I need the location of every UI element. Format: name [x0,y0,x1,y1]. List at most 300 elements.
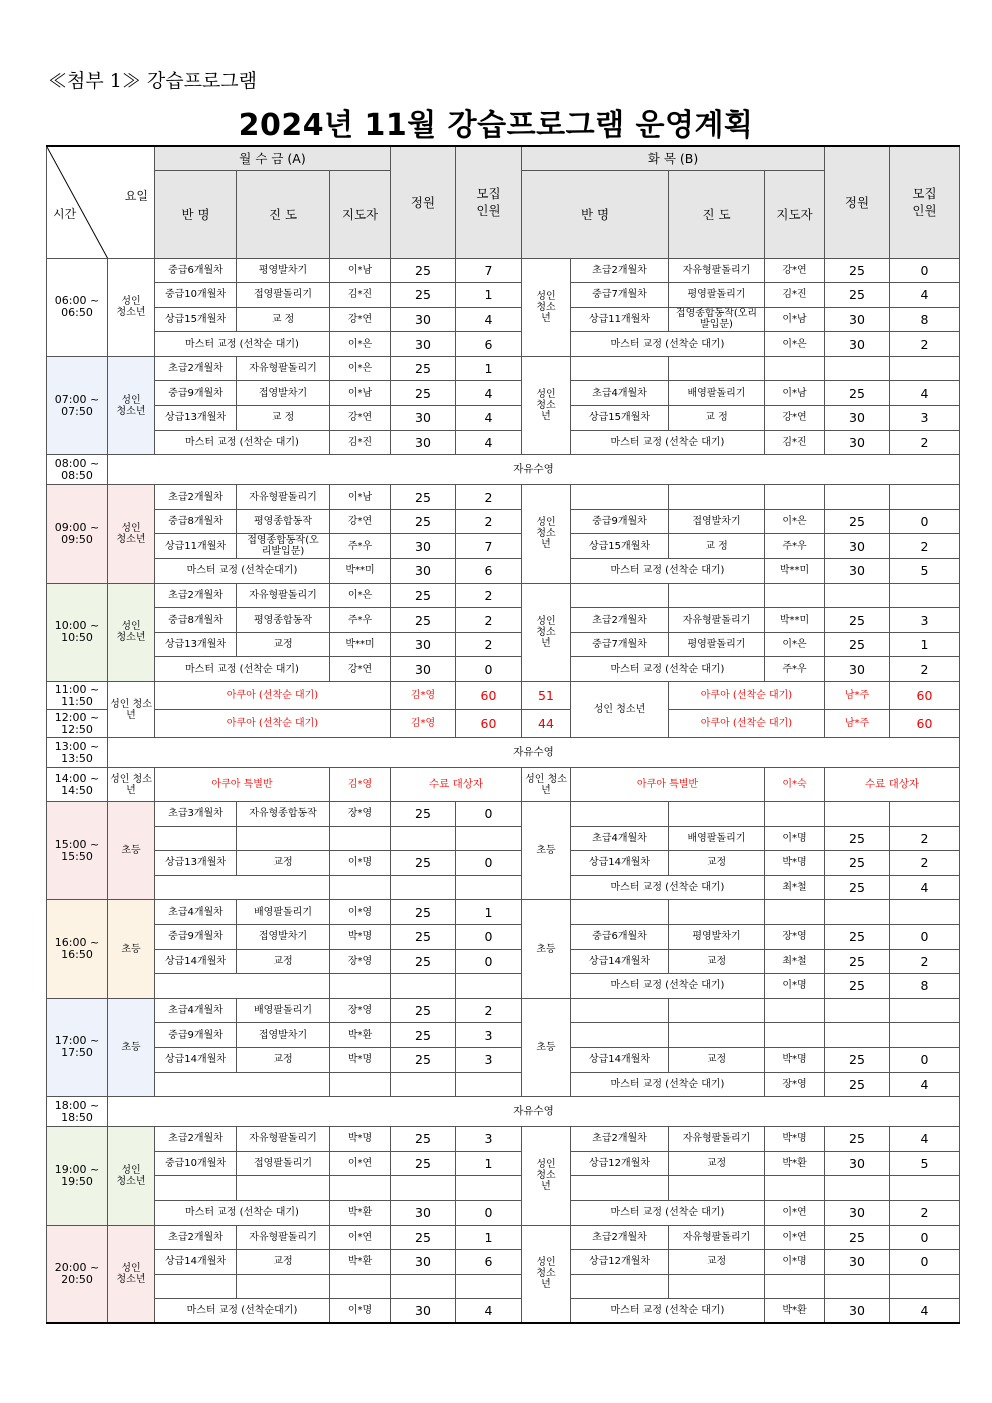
class-row [47,998,960,1023]
capacity-a [391,826,456,851]
class-a [155,826,237,851]
recruit-a: 1 [456,1225,522,1250]
instructor-a: 주*우 [330,534,391,559]
capacity-a: 25 [391,998,456,1023]
schedule-body [47,258,960,1323]
instructor-b: 이*은 [765,332,825,357]
capacity-b: 30 [825,559,890,584]
instructor-a [330,875,391,900]
master-class-b: 마스터 교정 (선착순 대기) [571,430,765,455]
recruit-b [890,998,960,1023]
class-row [47,608,960,633]
attachment-label: ≪첨부 1≫ 강습프로그램 [48,70,257,92]
instructor-a: 김*영 [330,768,391,802]
instructor-b: 장*영 [765,1072,825,1097]
progress-a [237,1176,330,1201]
instructor-a: 강*연 [330,509,391,534]
aqua-class-b: 아쿠아 (선착순 대기) [669,710,825,738]
class-a [155,1274,237,1299]
instructor-b: 박*명 [765,1047,825,1072]
progress-b: 접영종합동작(오리발입문) [669,307,765,332]
class-row [47,258,960,283]
capacity-a: 25 [391,1225,456,1250]
recruit-b: 4 [890,1127,960,1152]
special-class-b: 아쿠아 특별반 [571,768,765,802]
progress-b: 교정 [669,1047,765,1072]
target-b: 성인 청소년 [522,1225,571,1323]
class-b: 초급4개월차 [571,826,669,851]
class-row [47,1072,960,1097]
target-a: 성인 청소년 [108,356,155,454]
class-a: 상급14개월차 [155,1250,237,1275]
progress-a: 자유형팔돌리기 [237,583,330,608]
capacity-a: 25 [391,381,456,406]
recruit-b: 4 [890,1299,960,1324]
recruit-b: 2 [890,826,960,851]
instructor-a: 주*우 [330,608,391,633]
class-row [47,430,960,455]
master-class-a [155,1072,330,1097]
recruit-a: 1 [456,283,522,308]
progress-a: 평영종합동작 [237,608,330,633]
target-b: 초등 [522,998,571,1096]
capacity-b: 25 [825,851,890,876]
capacity-a [391,1176,456,1201]
master-class-a: 마스터 교정 (선착순 대기) [155,1200,330,1225]
capacity-b: 25 [825,632,890,657]
capacity-a: 25 [391,1047,456,1072]
instructor-b: 이*명 [765,826,825,851]
progress-b [669,900,765,925]
class-row [47,1200,960,1225]
instructor-a: 박*명 [330,1047,391,1072]
instructor-b: 이*명 [765,1250,825,1275]
capacity-b: 30 [825,1200,890,1225]
instructor-a: 박*명 [330,924,391,949]
class-row [47,657,960,682]
capacity-b: 25 [825,1047,890,1072]
class-a: 상급15개월차 [155,307,237,332]
time-slot: 18:00 ~ 18:50 [47,1097,108,1127]
recruit-a: 7 [456,258,522,283]
time-slot: 11:00 ~ 11:50 [47,682,108,710]
capacity-a [391,875,456,900]
time-slot: 17:00 ~ 17:50 [47,998,108,1096]
recruit-a: 0 [456,1200,522,1225]
instructor-a: 김*영 [391,710,456,738]
progress-b: 교정 [669,1250,765,1275]
aqua-class-b: 아쿠아 (선착순 대기) [669,682,825,710]
header-recruit-a-text: 모집인원 [476,186,501,219]
class-b [571,998,669,1023]
progress-b: 자유형팔돌리기 [669,258,765,283]
target-a: 성인 청소년 [108,583,155,681]
progress-b [669,1176,765,1201]
recruit-a: 4 [456,381,522,406]
recruit-b: 2 [890,657,960,682]
progress-a: 접영발차기 [237,1023,330,1048]
recruit-b [890,1023,960,1048]
free-swim-row [47,455,960,485]
class-a: 중급10개월차 [155,1151,237,1176]
recruit-a: 44 [522,710,571,738]
header-progress-a: 진 도 [237,170,330,258]
capacity-a: 25 [391,356,456,381]
recruit-b: 2 [890,1200,960,1225]
instructor-a: 이*은 [330,583,391,608]
capacity-a [391,974,456,999]
instructor-a: 강*연 [330,406,391,431]
progress-b: 자유형팔돌리기 [669,1127,765,1152]
class-a [155,1176,237,1201]
class-a: 초급4개월차 [155,900,237,925]
class-b: 상급15개월차 [571,534,669,559]
recruit-b: 0 [890,1225,960,1250]
class-row [47,534,960,559]
recruit-a [456,1176,522,1201]
target-b: 성인 청소년 [522,258,571,356]
capacity-a: 25 [391,1127,456,1152]
recruit-a: 2 [456,608,522,633]
time-slot: 16:00 ~ 16:50 [47,900,108,998]
instructor-b: 이*숙 [765,768,825,802]
recruit-a: 4 [456,1299,522,1324]
header-day: 요일 [124,189,148,203]
class-b: 초급2개월차 [571,608,669,633]
class-a: 초급2개월차 [155,1225,237,1250]
instructor-b: 최*철 [765,949,825,974]
instructor-a: 이*남 [330,485,391,510]
capacity-a [391,1274,456,1299]
recruit-b: 8 [890,974,960,999]
time-slot: 10:00 ~ 10:50 [47,583,108,681]
class-a: 초급2개월차 [155,356,237,381]
instructor-a: 장*영 [330,802,391,827]
progress-a: 자유형팔돌리기 [237,356,330,381]
class-row [47,307,960,332]
capacity-b: 30 [825,406,890,431]
capacity-a: 60 [456,710,522,738]
capacity-a: 25 [391,900,456,925]
target-b: 성인 청소년 [522,768,571,802]
recruit-a: 2 [456,509,522,534]
progress-a: 교정 [237,949,330,974]
header-time: 시간 [53,207,77,221]
class-b: 초급4개월차 [571,381,669,406]
class-a: 초급2개월차 [155,583,237,608]
capacity-b: 25 [825,258,890,283]
capacity-b: 25 [825,608,890,633]
recruit-a: 3 [456,1047,522,1072]
master-class-b: 마스터 교정 (선착순 대기) [571,559,765,584]
instructor-b: 이*연 [765,1225,825,1250]
master-class-b: 마스터 교정 (선착순 대기) [571,332,765,357]
free-swim-label: 자유수영 [108,738,960,768]
class-b [571,485,669,510]
master-class-a [155,974,330,999]
class-b: 상급14개월차 [571,851,669,876]
class-a: 초급3개월차 [155,802,237,827]
progress-a [237,826,330,851]
capacity-b: 25 [825,1225,890,1250]
recruit-a: 51 [522,682,571,710]
header-capacity-b: 정원 [825,146,890,258]
recruit-b [890,485,960,510]
instructor-b: 김*진 [765,283,825,308]
master-class-b: 마스터 교정 (선착순 대기) [571,974,765,999]
master-class-a: 마스터 교정 (선착순 대기) [155,657,330,682]
recruit-a: 2 [456,583,522,608]
time-slot: 07:00 ~ 07:50 [47,356,108,454]
instructor-a: 이*명 [330,1299,391,1324]
capacity-a: 30 [391,534,456,559]
instructor-b: 이*은 [765,632,825,657]
progress-a: 평영종합동작 [237,509,330,534]
class-row [47,1250,960,1275]
recruit-b: 2 [890,949,960,974]
master-class-b: 마스터 교정 (선착순 대기) [571,875,765,900]
target-a: 초등 [108,900,155,998]
progress-b [669,1023,765,1048]
capacity-b: 25 [825,949,890,974]
completion-target-b: 수료 대상자 [825,768,960,802]
instructor-b [765,900,825,925]
recruit-b [890,802,960,827]
progress-a: 접영팔돌리기 [237,1151,330,1176]
instructor-b: 박**미 [765,608,825,633]
capacity-b [825,583,890,608]
class-row [47,559,960,584]
progress-b [669,583,765,608]
capacity-b: 25 [825,283,890,308]
capacity-a: 30 [391,307,456,332]
instructor-a: 김*진 [330,430,391,455]
progress-a [237,1274,330,1299]
progress-a: 접영종합동작(오리발입문) [237,534,330,559]
recruit-a: 6 [456,559,522,584]
class-b: 상급12개월차 [571,1250,669,1275]
instructor-a [330,1072,391,1097]
progress-a: 교 정 [237,406,330,431]
time-slot: 06:00 ~ 06:50 [47,258,108,356]
capacity-b: 25 [825,1072,890,1097]
recruit-b: 4 [890,875,960,900]
instructor-a: 김*영 [391,682,456,710]
capacity-a [391,1072,456,1097]
instructor-b: 박*명 [765,851,825,876]
instructor-a [330,1274,391,1299]
progress-a: 자유형팔돌리기 [237,1127,330,1152]
capacity-b: 60 [890,682,960,710]
recruit-b: 2 [890,534,960,559]
instructor-a: 박*환 [330,1250,391,1275]
recruit-a [456,1274,522,1299]
capacity-a: 25 [391,802,456,827]
target-a: 성인 청소년 [108,485,155,583]
instructor-b: 주*우 [765,534,825,559]
progress-a: 접영발차기 [237,924,330,949]
instructor-b [765,1274,825,1299]
recruit-a: 0 [456,949,522,974]
master-class-a: 마스터 교정 (선착순 대기) [155,332,330,357]
progress-a: 접영팔돌리기 [237,283,330,308]
capacity-a: 25 [391,509,456,534]
header-recruit-a [456,146,522,258]
class-row [47,826,960,851]
capacity-b [825,802,890,827]
recruit-a [456,875,522,900]
class-row [47,406,960,431]
instructor-b: 박**미 [765,559,825,584]
special-class-a: 아쿠아 특별반 [155,768,330,802]
class-row [47,1047,960,1072]
capacity-b: 30 [825,332,890,357]
instructor-b: 남*주 [825,710,890,738]
recruit-a: 4 [456,406,522,431]
time-slot: 20:00 ~ 20:50 [47,1225,108,1323]
instructor-b: 강*연 [765,406,825,431]
recruit-b: 0 [890,258,960,283]
recruit-a: 0 [456,657,522,682]
class-b: 초급2개월차 [571,258,669,283]
header-group-b: 화 목 (B) [522,146,825,170]
class-b: 중급9개월차 [571,509,669,534]
aqua-row [47,682,960,710]
target-b: 초등 [522,802,571,900]
header-corner [47,146,155,258]
page-title: 2024년 11월 강습프로그램 운영계획 [238,108,754,143]
class-b: 상급12개월차 [571,1151,669,1176]
aqua-class-a: 아쿠아 (선착순 대기) [155,710,391,738]
recruit-b [890,900,960,925]
instructor-b: 박*환 [765,1299,825,1324]
capacity-a: 25 [391,851,456,876]
capacity-a: 25 [391,485,456,510]
capacity-b [825,900,890,925]
capacity-a: 30 [391,430,456,455]
instructor-b: 주*우 [765,657,825,682]
class-b [571,900,669,925]
header-recruit-b-text: 모집인원 [912,186,937,219]
recruit-b: 3 [890,608,960,633]
recruit-a [456,1072,522,1097]
progress-b: 접영발차기 [669,509,765,534]
class-row [47,332,960,357]
class-a: 상급13개월차 [155,632,237,657]
capacity-b: 25 [825,509,890,534]
master-class-b: 마스터 교정 (선착순 대기) [571,657,765,682]
class-a: 중급9개월차 [155,1023,237,1048]
instructor-a: 이*명 [330,851,391,876]
instructor-a: 박*명 [330,1127,391,1152]
class-row [47,356,960,381]
progress-a: 교정 [237,632,330,657]
target-a: 성인 청소년 [108,1127,155,1225]
time-slot: 13:00 ~ 13:50 [47,738,108,768]
capacity-b [825,485,890,510]
class-b: 상급11개월차 [571,307,669,332]
time-slot: 19:00 ~ 19:50 [47,1127,108,1225]
recruit-a: 2 [456,998,522,1023]
instructor-a: 박**미 [330,632,391,657]
header-class-b: 반 명 [522,170,669,258]
class-b: 초급2개월차 [571,1225,669,1250]
capacity-a: 25 [391,924,456,949]
capacity-b: 60 [890,710,960,738]
recruit-b: 0 [890,509,960,534]
target-a: 성인 청소년 [108,258,155,356]
class-b: 상급14개월차 [571,949,669,974]
target-b: 성인 청소년 [522,356,571,454]
progress-a: 배영팔돌리기 [237,998,330,1023]
progress-b: 배영팔돌리기 [669,826,765,851]
progress-b: 교정 [669,949,765,974]
master-class-a: 마스터 교정 (선착순대기) [155,559,330,584]
target-b: 성인 청소년 [522,1127,571,1225]
capacity-b: 25 [825,381,890,406]
class-b [571,583,669,608]
recruit-a: 2 [456,485,522,510]
class-row [47,1151,960,1176]
class-row [47,509,960,534]
capacity-a: 30 [391,559,456,584]
class-b [571,356,669,381]
progress-b: 평영팔돌리기 [669,632,765,657]
instructor-a: 장*영 [330,949,391,974]
class-row [47,875,960,900]
class-row [47,283,960,308]
recruit-b [890,356,960,381]
class-row [47,1274,960,1299]
class-row [47,1176,960,1201]
capacity-a: 60 [456,682,522,710]
recruit-a [456,974,522,999]
capacity-b [825,1023,890,1048]
target-a: 성인 청소년 [108,1225,155,1323]
recruit-b: 0 [890,1047,960,1072]
instructor-a: 이*은 [330,332,391,357]
instructor-a: 강*연 [330,657,391,682]
class-b: 중급6개월차 [571,924,669,949]
header-class-a: 반 명 [155,170,237,258]
recruit-b: 0 [890,1250,960,1275]
header-instructor-b: 지도자 [765,170,825,258]
class-a: 초급2개월차 [155,485,237,510]
class-a: 중급6개월차 [155,258,237,283]
class-b: 상급15개월차 [571,406,669,431]
time-slot: 08:00 ~ 08:50 [47,455,108,485]
instructor-b: 이*남 [765,381,825,406]
capacity-a: 25 [391,283,456,308]
instructor-b [765,802,825,827]
class-b [571,1023,669,1048]
class-b: 초급2개월차 [571,1127,669,1152]
class-b: 상급14개월차 [571,1047,669,1072]
progress-a: 자유형종합동작 [237,802,330,827]
recruit-a: 6 [456,1250,522,1275]
instructor-a: 이*남 [330,381,391,406]
instructor-a: 이*연 [330,1151,391,1176]
free-swim-row [47,1097,960,1127]
capacity-a: 25 [391,583,456,608]
progress-b [669,802,765,827]
progress-a: 자유형팔돌리기 [237,1225,330,1250]
progress-a: 평영발차기 [237,258,330,283]
class-row [47,1225,960,1250]
class-a: 상급11개월차 [155,534,237,559]
instructor-a: 박**미 [330,559,391,584]
completion-target-a: 수료 대상자 [391,768,522,802]
